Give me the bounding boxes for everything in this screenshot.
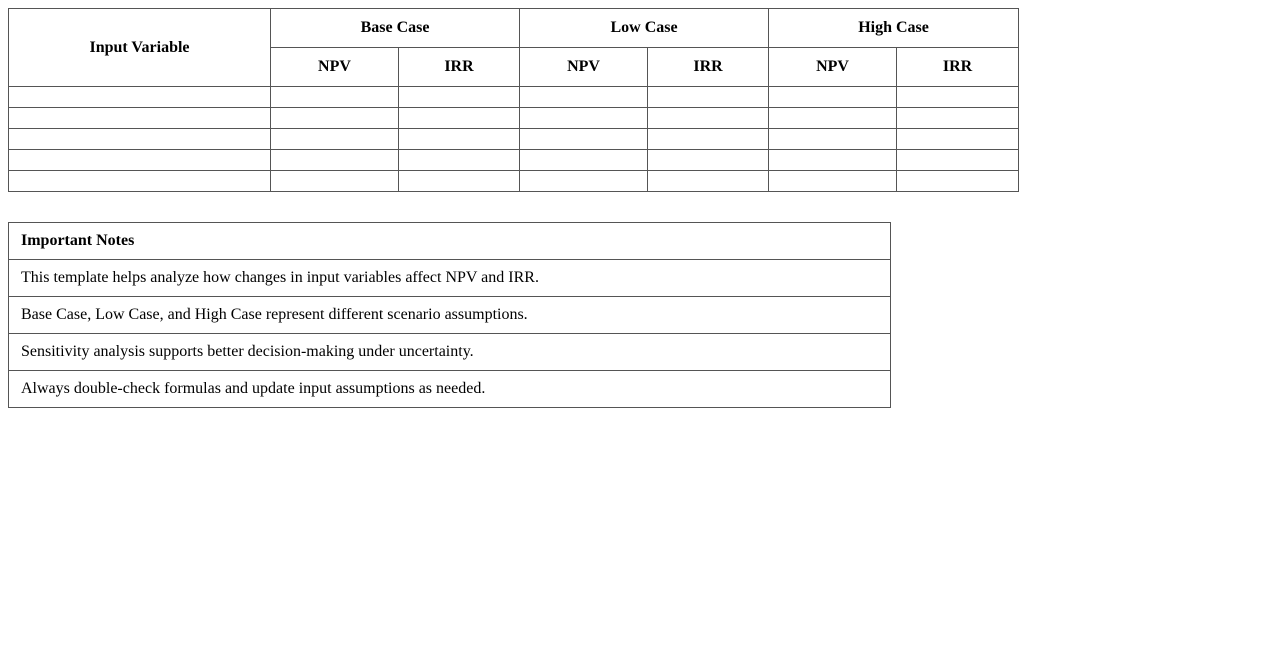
notes-title-row bbox=[9, 223, 891, 260]
note-text: Base Case, Low Case, and High Case represent different scenario assumptions. bbox=[9, 297, 891, 334]
base-npv-cell[interactable] bbox=[271, 87, 399, 108]
high-npv-cell[interactable] bbox=[769, 129, 897, 150]
base-npv-cell[interactable] bbox=[271, 108, 399, 129]
table-row bbox=[9, 108, 1019, 129]
low-npv-cell[interactable] bbox=[520, 108, 648, 129]
input-variable-cell[interactable] bbox=[9, 129, 271, 150]
high-npv-cell[interactable] bbox=[769, 150, 897, 171]
note-row bbox=[9, 371, 891, 408]
note-row bbox=[9, 297, 891, 334]
input-variable-header: Input Variable bbox=[9, 9, 271, 87]
high-irr-cell[interactable] bbox=[897, 87, 1019, 108]
low-npv-header: NPV bbox=[520, 48, 648, 87]
table-row bbox=[9, 171, 1019, 192]
low-irr-cell[interactable] bbox=[648, 87, 769, 108]
base-npv-header: NPV bbox=[271, 48, 399, 87]
base-irr-cell[interactable] bbox=[399, 150, 520, 171]
low-npv-cell[interactable] bbox=[520, 171, 648, 192]
high-npv-cell[interactable] bbox=[769, 171, 897, 192]
high-irr-header: IRR bbox=[897, 48, 1019, 87]
base-irr-cell[interactable] bbox=[399, 108, 520, 129]
high-npv-header: NPV bbox=[769, 48, 897, 87]
input-variable-cell[interactable] bbox=[9, 108, 271, 129]
low-irr-cell[interactable] bbox=[648, 150, 769, 171]
note-text: This template helps analyze how changes in input variables affect NPV and IRR. bbox=[9, 260, 891, 297]
table-row bbox=[9, 129, 1019, 150]
low-irr-cell[interactable] bbox=[648, 108, 769, 129]
high-irr-cell[interactable] bbox=[897, 129, 1019, 150]
input-variable-cell[interactable] bbox=[9, 171, 271, 192]
low-irr-cell[interactable] bbox=[648, 171, 769, 192]
note-row bbox=[9, 334, 891, 371]
base-npv-cell[interactable] bbox=[271, 171, 399, 192]
input-variable-cell[interactable] bbox=[9, 150, 271, 171]
notes-title: Important Notes bbox=[9, 223, 891, 260]
base-npv-cell[interactable] bbox=[271, 129, 399, 150]
input-variable-cell[interactable] bbox=[9, 87, 271, 108]
base-irr-cell[interactable] bbox=[399, 129, 520, 150]
important-notes-table bbox=[8, 222, 891, 408]
low-npv-cell[interactable] bbox=[520, 87, 648, 108]
scenario-header-row bbox=[9, 9, 1019, 48]
base-case-header: Base Case bbox=[271, 9, 520, 48]
low-npv-cell[interactable] bbox=[520, 129, 648, 150]
note-text: Always double-check formulas and update input assumptions as needed. bbox=[9, 371, 891, 408]
low-irr-header: IRR bbox=[648, 48, 769, 87]
base-irr-cell[interactable] bbox=[399, 171, 520, 192]
sensitivity-analysis-table bbox=[8, 8, 1019, 192]
table-row bbox=[9, 87, 1019, 108]
high-irr-cell[interactable] bbox=[897, 150, 1019, 171]
note-row bbox=[9, 260, 891, 297]
low-npv-cell[interactable] bbox=[520, 150, 648, 171]
high-case-header: High Case bbox=[769, 9, 1019, 48]
high-npv-cell[interactable] bbox=[769, 108, 897, 129]
note-text: Sensitivity analysis supports better decision-making under uncertainty. bbox=[9, 334, 891, 371]
high-irr-cell[interactable] bbox=[897, 171, 1019, 192]
low-irr-cell[interactable] bbox=[648, 129, 769, 150]
table-row bbox=[9, 150, 1019, 171]
high-npv-cell[interactable] bbox=[769, 87, 897, 108]
low-case-header: Low Case bbox=[520, 9, 769, 48]
base-irr-header: IRR bbox=[399, 48, 520, 87]
base-irr-cell[interactable] bbox=[399, 87, 520, 108]
high-irr-cell[interactable] bbox=[897, 108, 1019, 129]
base-npv-cell[interactable] bbox=[271, 150, 399, 171]
